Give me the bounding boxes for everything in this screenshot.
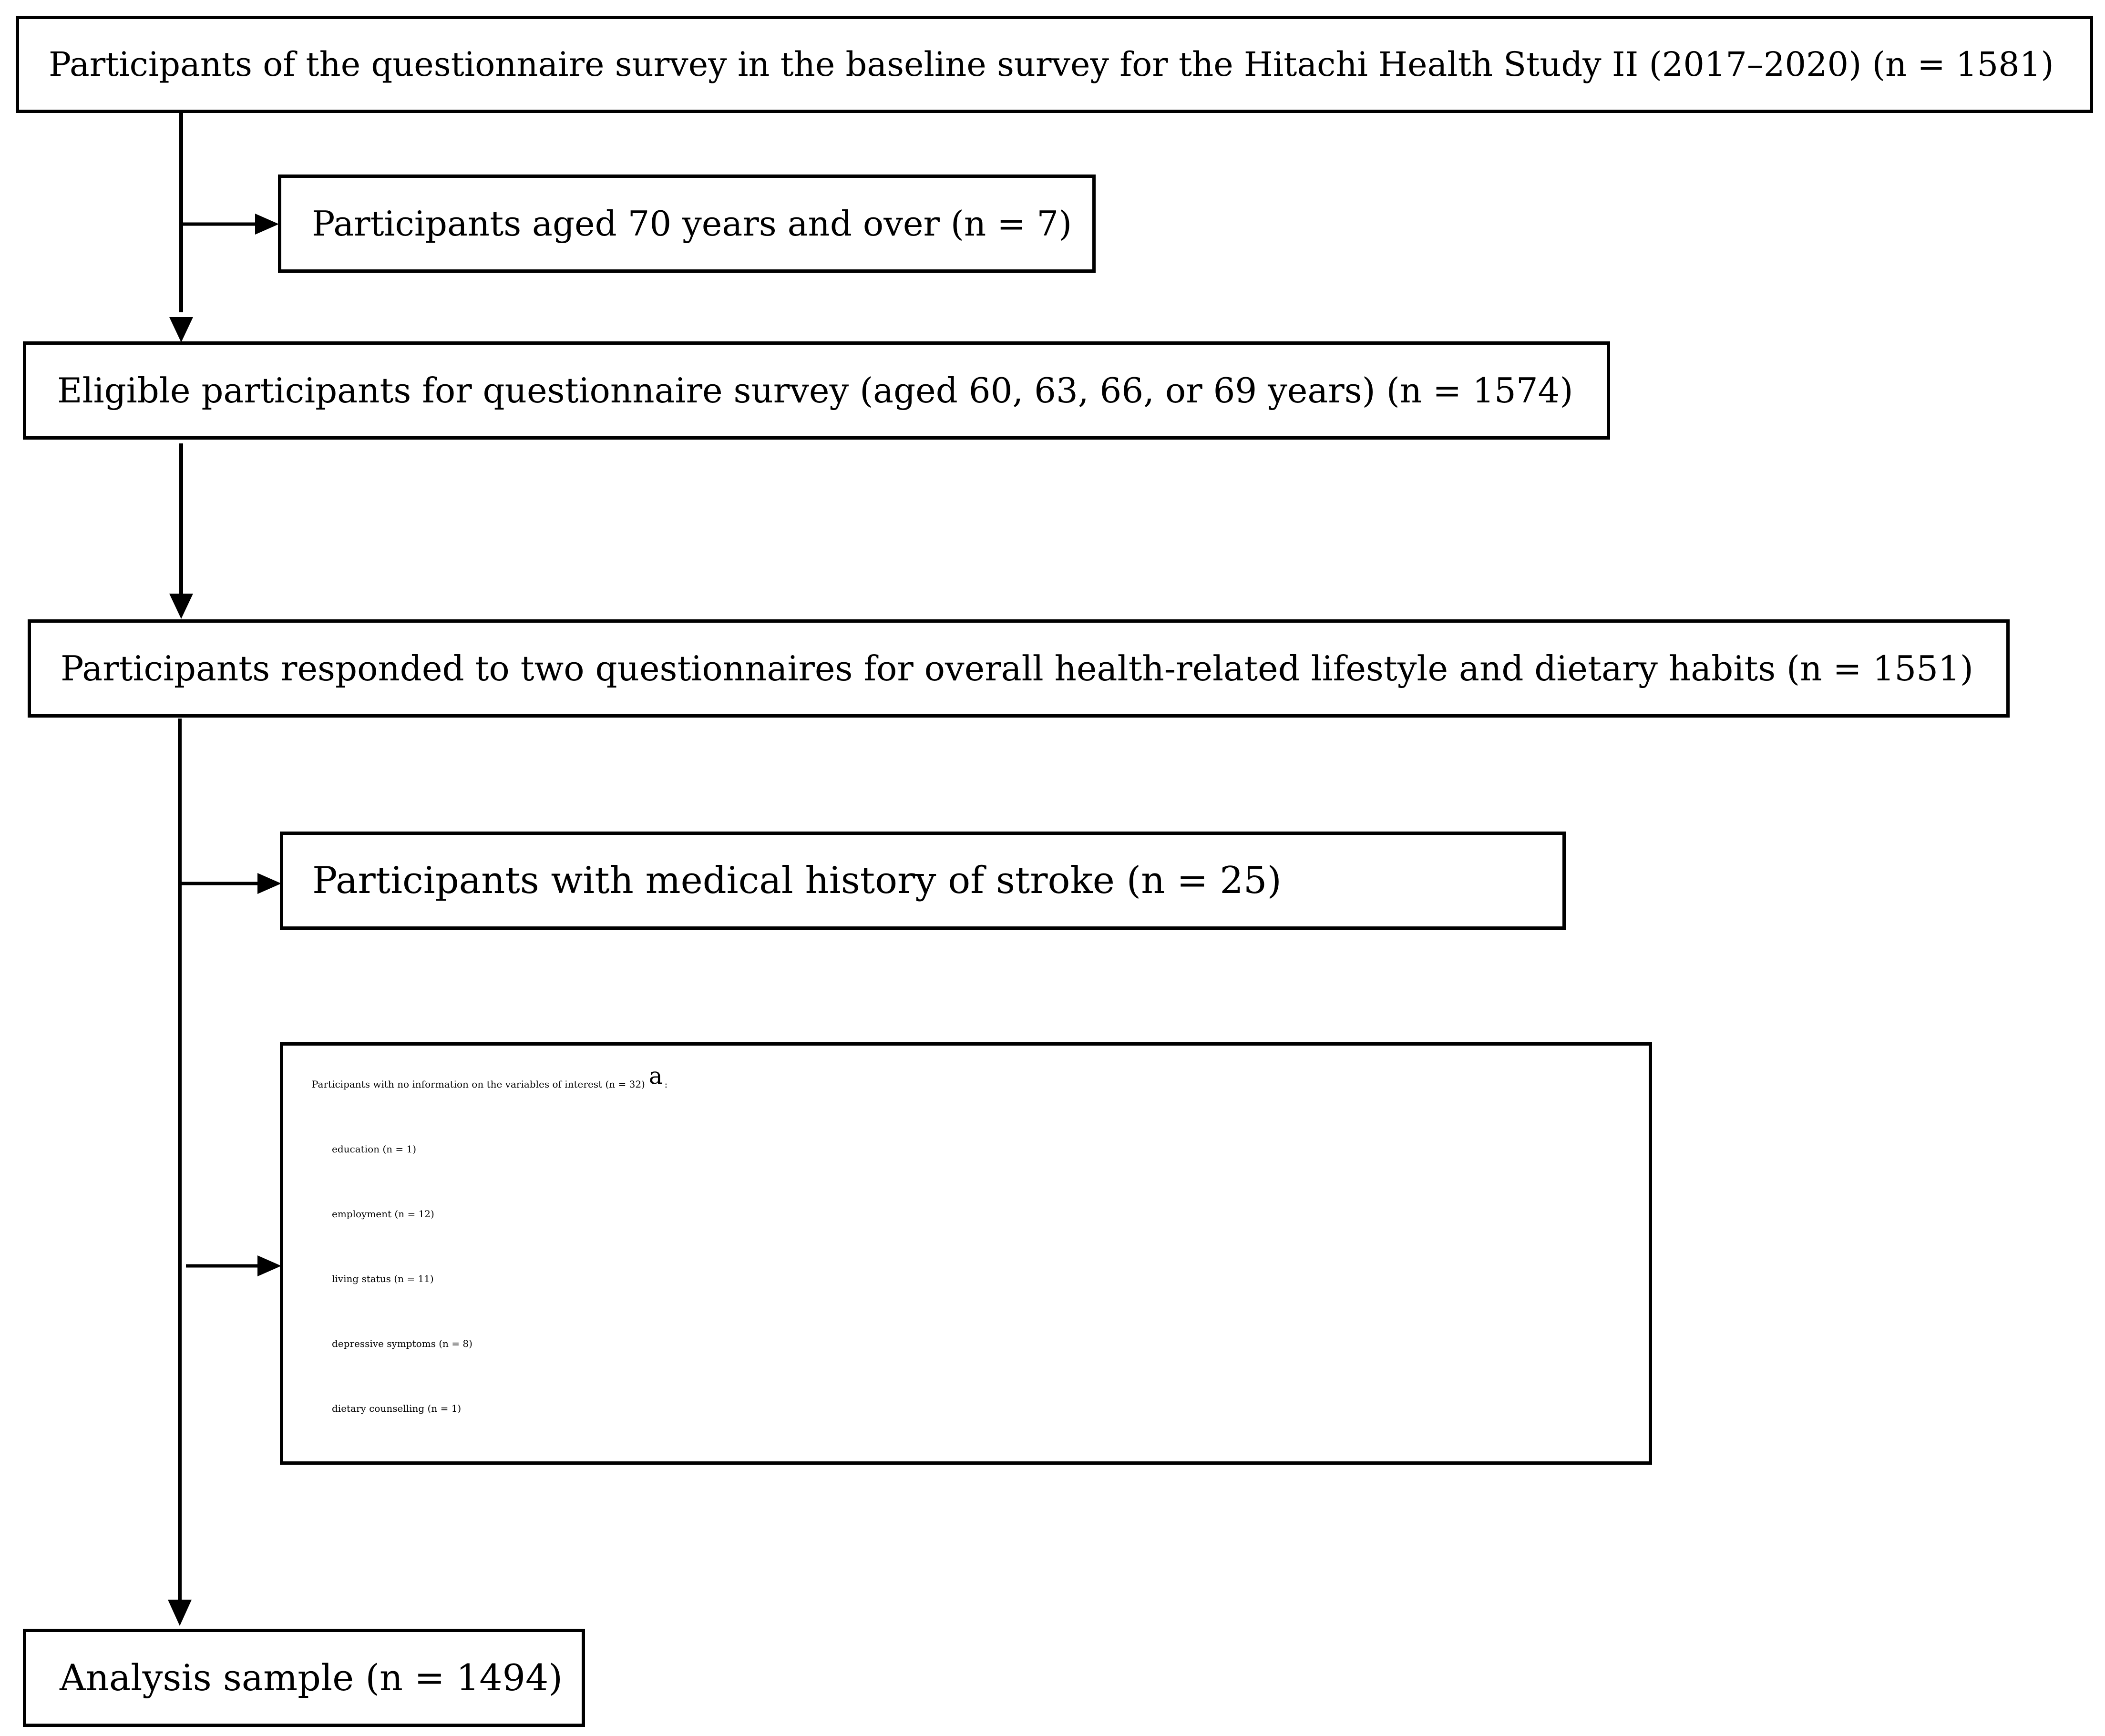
baseline-participants-text: Participants of the questionnaire survey in the baseline survey for the Hitachi Health Study II (2017–2020) (n = 1581)	[49, 45, 2054, 84]
missing-item-living-status: living status (n = 11)	[332, 1273, 434, 1284]
responded-participants-box	[28, 619, 2010, 718]
eligible-participants-text: Eligible participants for questionnaire survey (aged 60, 63, 66, or 69 years) (n = 1574)	[57, 370, 1573, 411]
excluded-stroke-text: Participants with medical history of stroke (n = 25)	[312, 859, 1282, 902]
missing-item-education: education (n = 1)	[332, 1143, 417, 1155]
arrowhead-eligible	[169, 317, 193, 342]
excluded-age-text: Participants aged 70 years and over (n = 7)	[312, 204, 1072, 244]
missing-item-employment: employment (n = 12)	[332, 1208, 434, 1220]
footnote-marker: a	[648, 1063, 663, 1090]
responded-participants-text: Participants responded to two questionnaires for overall health-related lifestyle and dietary habits (n = 1551)	[61, 648, 1973, 688]
excluded-missing-box	[280, 1042, 1652, 1465]
missing-item-depressive-symptoms: depressive symptoms (n = 8)	[332, 1338, 472, 1349]
excluded-stroke-box	[280, 832, 1566, 930]
missing-item-dietary-counselling: dietary counselling (n = 1)	[332, 1403, 462, 1414]
excluded-missing-title-text: Participants with no information on the variables of interest (n = 32)	[312, 1079, 645, 1090]
excluded-missing-title-suffix: :	[664, 1079, 668, 1090]
arrowhead-excluded-stroke	[257, 873, 281, 894]
baseline-participants-box	[16, 16, 2093, 113]
arrowhead-analysis	[168, 1600, 192, 1626]
analysis-sample-box	[23, 1629, 585, 1727]
excluded-missing-title	[312, 1052, 1649, 1117]
arrowhead-responded	[169, 594, 193, 619]
arrowhead-excluded-age	[255, 214, 279, 235]
arrowhead-excluded-missing	[257, 1255, 281, 1276]
excluded-age-box	[278, 175, 1096, 273]
analysis-sample-text: Analysis sample (n = 1494)	[60, 1656, 563, 1699]
eligible-participants-box	[23, 341, 1610, 440]
